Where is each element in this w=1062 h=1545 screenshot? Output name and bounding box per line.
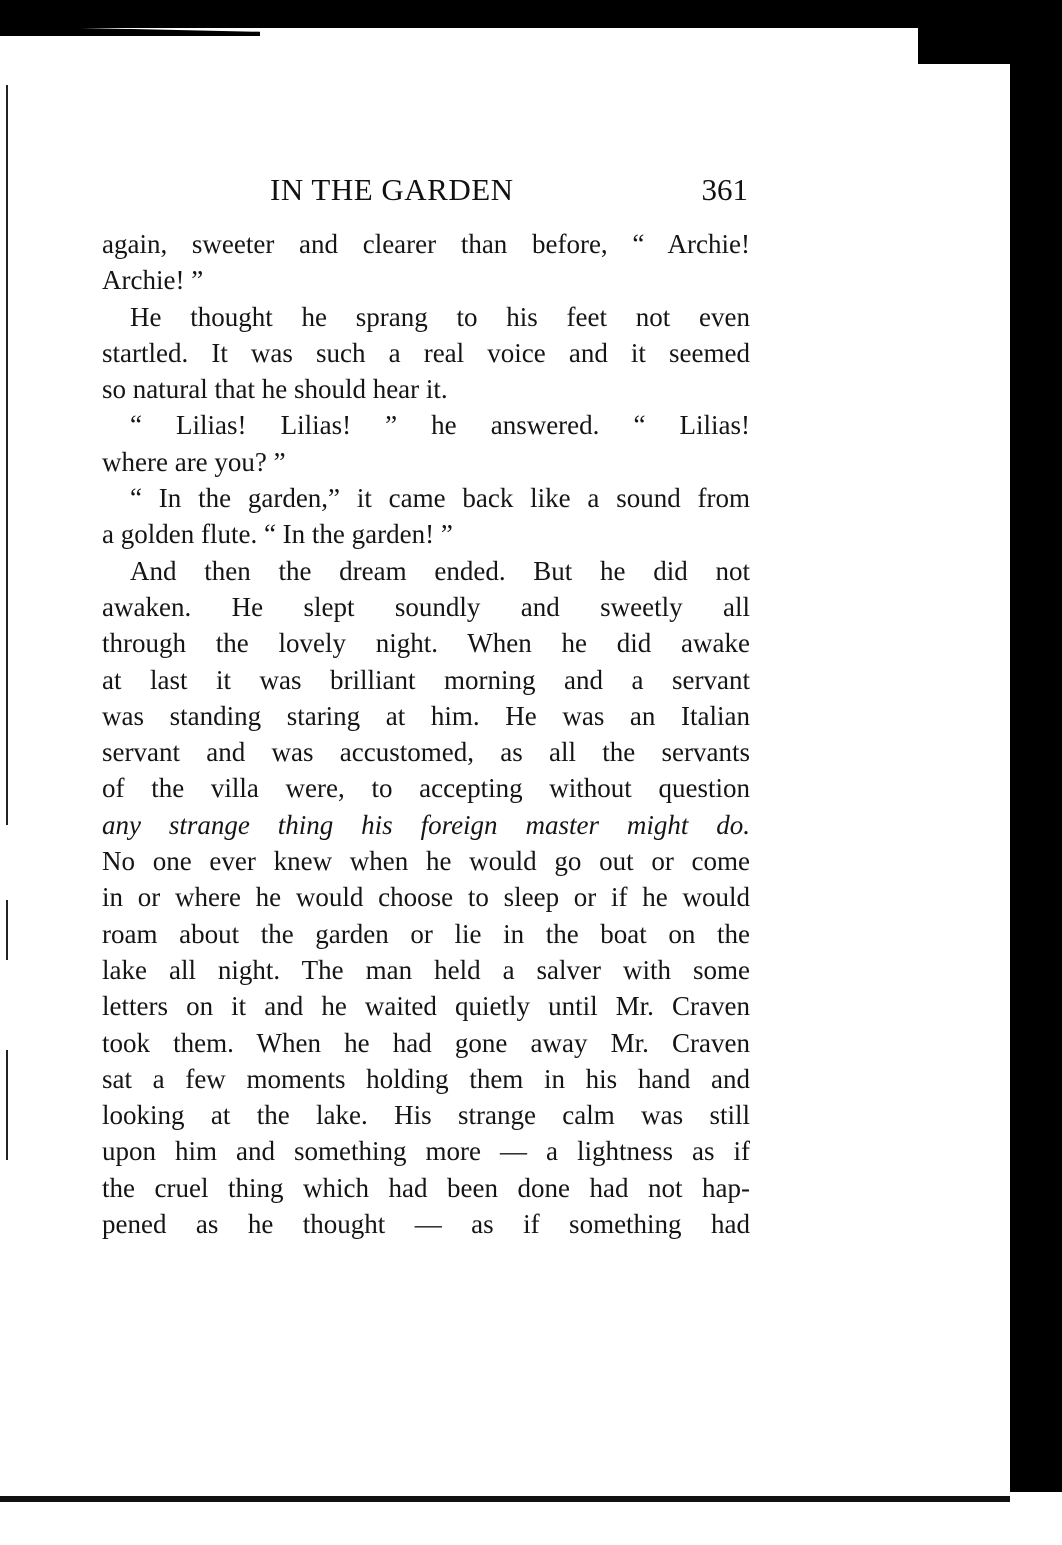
scan-left-edge-mark bbox=[6, 900, 8, 960]
scan-bottom-edge bbox=[0, 1496, 1010, 1502]
text-line: through the lovely night. When he did awake bbox=[102, 628, 750, 659]
text-line: where are you? ” bbox=[102, 446, 286, 477]
text-line: “ In the garden,” it came back like a sound from bbox=[130, 483, 750, 514]
scan-left-edge-mark bbox=[6, 85, 8, 825]
text-line: upon him and something more — a lightness as if bbox=[102, 1136, 750, 1167]
text-line: of the villa were, to accepting without question bbox=[102, 773, 750, 804]
running-header bbox=[102, 172, 750, 216]
text-line: And then the dream ended. But he did not bbox=[130, 555, 750, 586]
text-line: any strange thing his foreign master might do. bbox=[102, 809, 750, 840]
text-line: the cruel thing which had been done had not hap- bbox=[102, 1172, 750, 1203]
text-line: awaken. He slept soundly and sweetly all bbox=[102, 591, 750, 622]
body-text bbox=[102, 226, 750, 1242]
text-line: again, sweeter and clearer than before, “ Archie! bbox=[102, 229, 750, 259]
text-line: sat a few moments holding them in his hand and bbox=[102, 1063, 750, 1094]
text-line: in or where he would choose to sleep or if he would bbox=[102, 882, 750, 913]
running-title: IN THE GARDEN bbox=[270, 172, 514, 207]
scan-right-border bbox=[1010, 28, 1062, 1528]
text-line: was standing staring at him. He was an Italian bbox=[102, 700, 750, 731]
text-line: lake all night. The man held a salver with some bbox=[102, 954, 750, 985]
page-edge-shadow bbox=[918, 28, 1010, 64]
text-line: Archie! ” bbox=[102, 265, 204, 296]
text-line: at last it was brilliant morning and a servant bbox=[102, 664, 750, 695]
text-line: pened as he thought — as if something had bbox=[102, 1209, 750, 1240]
text-line: looking at the lake. His strange calm was still bbox=[102, 1100, 750, 1131]
text-line: a golden flute. “ In the garden! ” bbox=[102, 519, 453, 550]
text-line: letters on it and he waited quietly until Mr. Craven bbox=[102, 991, 750, 1022]
text-line: He thought he sprang to his feet not even bbox=[130, 301, 750, 332]
text-line: took them. When he had gone away Mr. Craven bbox=[102, 1027, 750, 1058]
text-line: servant and was accustomed, as all the servants bbox=[102, 737, 750, 768]
text-line: No one ever knew when he would go out or come bbox=[102, 846, 750, 877]
text-line: so natural that he should hear it. bbox=[102, 374, 448, 405]
text-line: roam about the garden or lie in the boat on the bbox=[102, 918, 750, 949]
text-line: startled. It was such a real voice and it seemed bbox=[102, 337, 750, 368]
scan-left-edge-mark bbox=[6, 1050, 8, 1160]
text-line: “ Lilias! Lilias! ” he answered. “ Lilias! bbox=[130, 410, 750, 441]
page-number: 361 bbox=[701, 172, 748, 207]
